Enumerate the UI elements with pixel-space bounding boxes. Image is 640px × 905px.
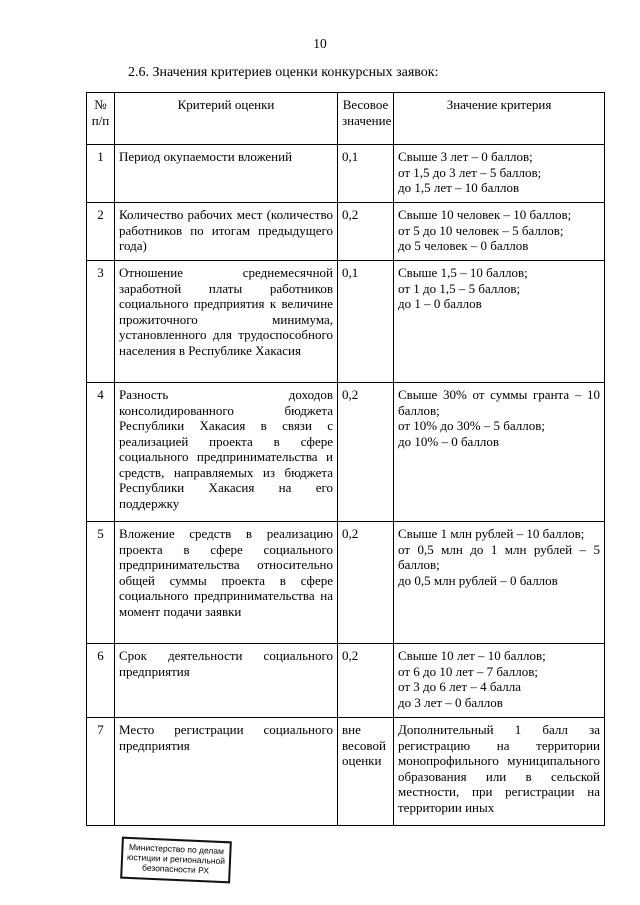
value-line: до 10% – 0 баллов	[398, 433, 500, 449]
row-weight: 0,2	[338, 203, 394, 261]
value-line: Свыше 10 человек – 10 баллов;	[398, 207, 572, 222]
row-value	[394, 145, 605, 203]
row-weight: 0,2	[338, 522, 394, 644]
table-row	[87, 383, 605, 522]
value-line: до 0,5 млн рублей – 0 баллов	[398, 572, 558, 588]
value-line: Дополнительный 1 балл за регистрацию на территории монопрофильного муниципального образования или в сельской местности, при регистрации на территории иных	[398, 722, 600, 815]
value-line: Свыше 1 млн рублей – 10 баллов;	[398, 526, 585, 541]
table-row	[87, 644, 605, 718]
table-row	[87, 145, 605, 203]
row-num: 7	[87, 718, 115, 826]
criteria-table	[86, 92, 605, 826]
value-line: до 1 – 0 баллов	[398, 296, 482, 311]
value-line: от 5 до 10 человек – 5 баллов;	[398, 222, 564, 238]
value-line: Свыше 3 лет – 0 баллов;	[398, 149, 533, 164]
section-title: 2.6. Значения критериев оценки конкурсных заявок:	[128, 65, 439, 80]
table-row	[87, 718, 605, 826]
table-header-row	[87, 93, 605, 145]
value-line: от 1,5 до 3 лет – 5 баллов;	[398, 164, 542, 180]
value-line: Свыше 1,5 – 10 баллов;	[398, 265, 528, 280]
row-num: 4	[87, 383, 115, 522]
row-value	[394, 383, 605, 522]
row-weight: 0,2	[338, 644, 394, 718]
header-weight: Весовое значение	[338, 93, 394, 145]
row-criterion: Количество рабочих мест (количество работников по итогам предыдущего года)	[115, 203, 338, 261]
row-value	[394, 718, 605, 826]
row-value	[394, 522, 605, 644]
row-criterion: Вложение средств в реализацию проекта в сфере социального предпринимательства относительно общей суммы проекта в сфере социального предпринимательства на момент подачи заявки	[115, 522, 338, 644]
page-number: 10	[313, 36, 327, 51]
row-num: 3	[87, 261, 115, 383]
row-num: 1	[87, 145, 115, 203]
row-criterion: Отношение среднемесячной заработной платы работников социального предприятия к величине прожиточного минимума, установленного для трудоспособного населения в Республике Хакасия	[115, 261, 338, 383]
value-line: от 1 до 1,5 – 5 баллов;	[398, 280, 521, 296]
value-line: Свыше 30% от суммы гранта – 10 баллов;	[398, 387, 600, 418]
row-num: 6	[87, 644, 115, 718]
value-line: от 0,5 млн до 1 млн рублей – 5 баллов;	[398, 541, 600, 572]
value-line: Свыше 10 лет – 10 баллов;	[398, 648, 546, 663]
row-value	[394, 203, 605, 261]
row-weight: 0,2	[338, 383, 394, 522]
value-line: до 5 человек – 0 баллов	[398, 238, 529, 253]
row-weight: 0,1	[338, 261, 394, 383]
row-criterion: Период окупаемости вложений	[115, 145, 338, 203]
row-criterion: Место регистрации социального предприятия	[115, 718, 338, 826]
header-criterion: Критерий оценки	[115, 93, 338, 145]
value-line: от 3 до 6 лет – 4 балла	[398, 679, 522, 694]
value-line: от 10% до 30% – 5 баллов;	[398, 418, 546, 433]
row-num: 5	[87, 522, 115, 644]
header-num: № п/п	[87, 93, 115, 145]
row-criterion: Срок деятельности социального предприятия	[115, 644, 338, 718]
row-weight: 0,1	[338, 145, 394, 203]
row-value	[394, 261, 605, 383]
table-row	[87, 203, 605, 261]
table-row	[87, 261, 605, 383]
row-num: 2	[87, 203, 115, 261]
value-line: до 3 лет – 0 баллов	[398, 694, 503, 710]
ministry-stamp: Министерство по делам юстиции и региональной безопасности РХ	[120, 837, 232, 884]
header-value: Значение критерия	[394, 93, 605, 145]
table-row	[87, 522, 605, 644]
value-line: от 6 до 10 лет – 7 баллов;	[398, 663, 539, 679]
row-value	[394, 644, 605, 718]
row-weight: вне весовой оценки	[338, 718, 394, 826]
value-line: до 1,5 лет – 10 баллов	[398, 180, 520, 195]
row-criterion: Разность доходов консолидированного бюджета Республики Хакасия в связи с реализацией проекта в сфере социального предпринимательства и средств, направляемых из бюджета Республики Хакасия на его поддержку	[115, 383, 338, 522]
